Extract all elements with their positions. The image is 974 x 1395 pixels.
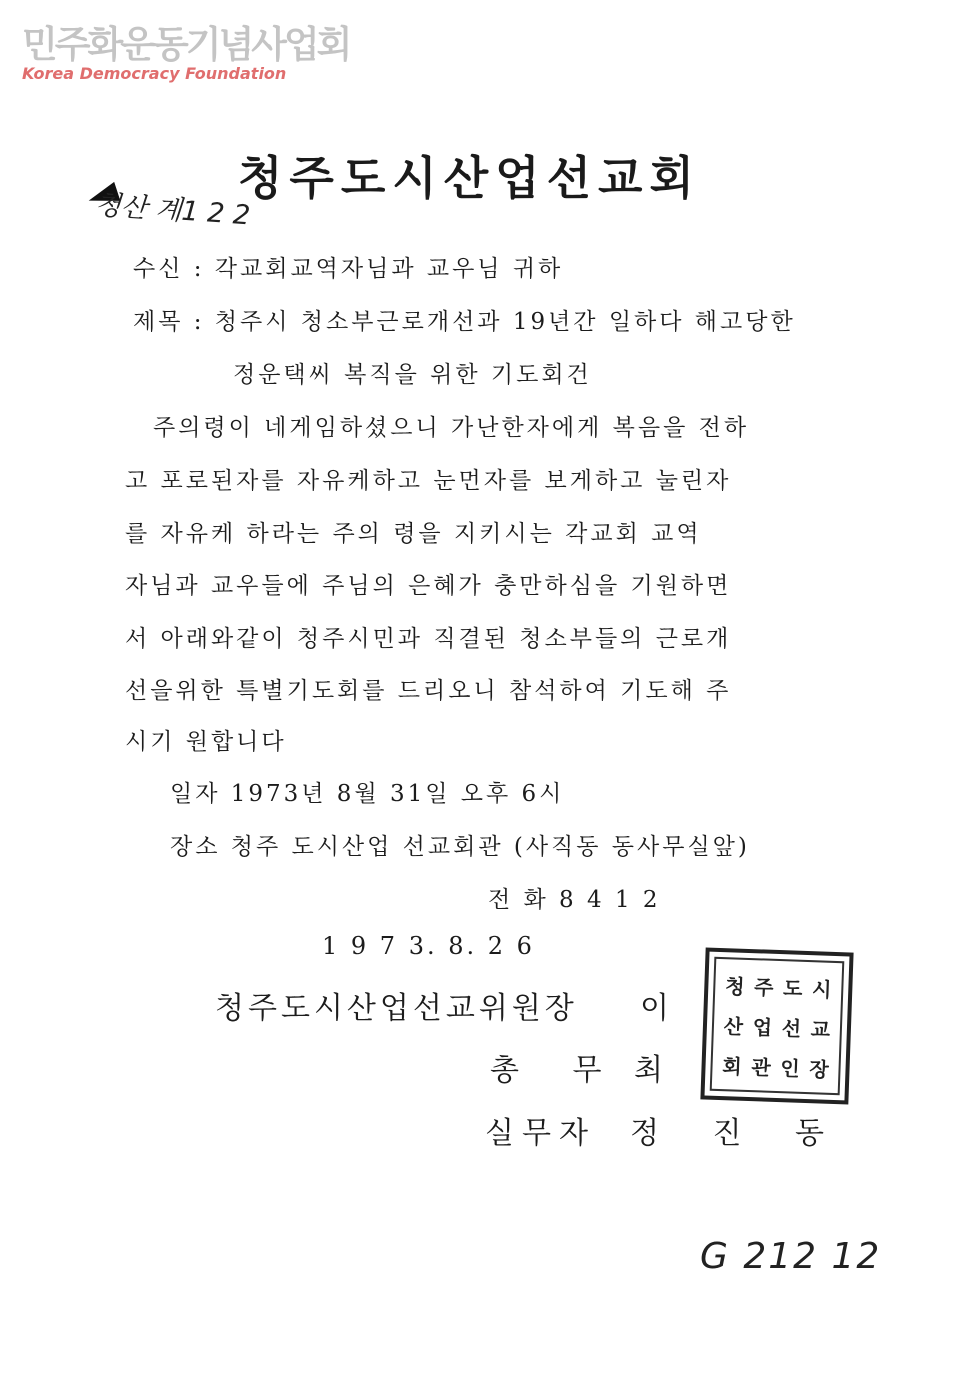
general-secretary-title: 총 무	[490, 1053, 624, 1088]
event-place-line: 장소 청주 도시산업 선교회관 (사직동 동사무실앞)	[170, 834, 750, 860]
body-line: 를 자유케 하라는 주의 령을 지키시는 각교회 교역	[125, 521, 702, 547]
body-line: 주의령이 네게임하셨으니 가난한자에게 복음을 전하	[153, 415, 750, 441]
seal-char: 인	[779, 1055, 801, 1081]
seal-char: 관	[750, 1054, 772, 1080]
seal-char: 시	[811, 976, 832, 1002]
general-secretary-name: 최	[634, 1053, 667, 1088]
watermark-org-english: Korea Democracy Foundation	[22, 64, 287, 83]
document-title: 청주도시산업선교회	[238, 151, 701, 205]
issue-date: 1 9 7 3. 8. 2 6	[322, 932, 535, 960]
body-line: 고 포로된자를 자유케하고 눈먼자를 보게하고 눌린자	[125, 468, 732, 494]
seal-char: 회	[721, 1053, 743, 1079]
recipient-line: 수신 : 각교회교역자님과 교우님 귀하	[133, 256, 564, 282]
seal-char: 산	[723, 1013, 744, 1039]
body-line: 서 아래와같이 청주시민과 직결된 청소부들의 근로개	[125, 626, 732, 652]
official-seal	[700, 947, 853, 1104]
seal-char: 주	[753, 974, 774, 1000]
event-date-line: 일자 1973년 8월 31일 오후 6시	[170, 781, 565, 807]
seal-char: 청	[724, 973, 745, 999]
seal-char: 업	[752, 1014, 773, 1040]
staff-name: 정 진 동	[630, 1116, 847, 1151]
handwritten-note-top-left: 청산 계1 2 2	[93, 189, 252, 232]
body-line: 자님과 교우들에 주님의 은혜가 충만하심을 기원하면	[125, 573, 732, 599]
seal-char: 교	[810, 1016, 831, 1042]
chair-title: 청주도시산업선교위원장	[215, 991, 578, 1026]
subject-line-1: 제목 : 청주시 청소부근로개선과 19년간 일하다 해고당한	[133, 309, 796, 335]
body-line: 선을위한 특별기도회를 드리오니 참석하여 기도해 주	[125, 678, 732, 704]
chair-name: 이	[640, 991, 673, 1026]
watermark-org-korean: 민주화운동기념사업회	[22, 23, 350, 66]
seal-char: 도	[782, 975, 803, 1001]
handwritten-archive-code: G 212 12	[700, 1236, 882, 1277]
subject-line-2: 정운택씨 복직을 위한 기도회건	[233, 362, 592, 388]
phone-line: 전 화 8 4 1 2	[488, 887, 661, 913]
seal-char: 선	[781, 1015, 802, 1041]
staff-title: 실무자	[485, 1116, 596, 1151]
body-line: 시기 원합니다	[125, 729, 287, 755]
seal-char: 장	[808, 1056, 830, 1082]
